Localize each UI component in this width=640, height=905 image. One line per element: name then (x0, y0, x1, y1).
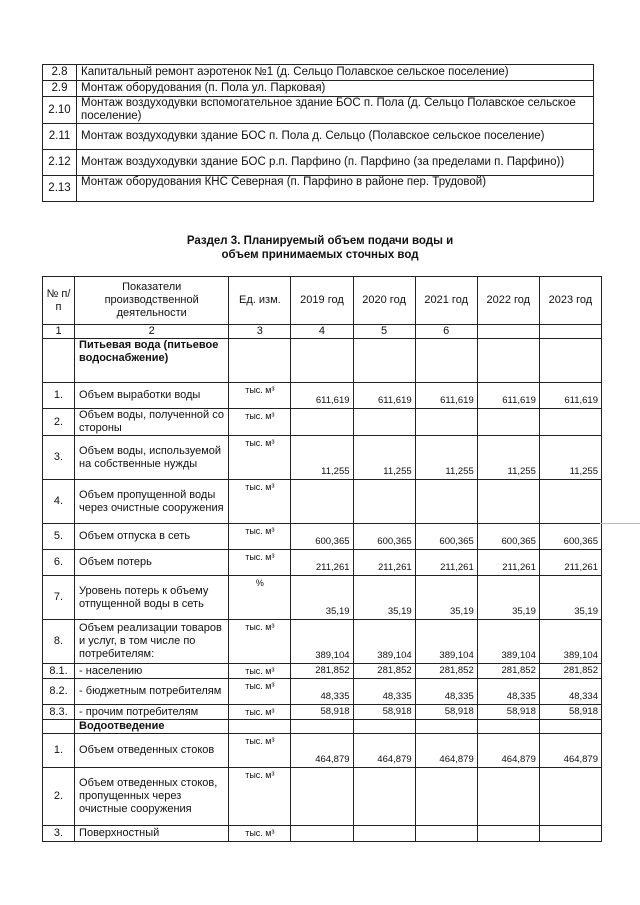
row-value (415, 480, 477, 524)
row-value: 11,255 (415, 436, 477, 480)
row-value: 600,365 (291, 524, 353, 550)
row-value: 211,261 (477, 550, 539, 576)
table-row (43, 664, 602, 679)
row-text: Монтаж оборудования (п. Пола ул. Парковая) (77, 81, 594, 97)
row-indicator: Объем отведенных стоков (75, 734, 229, 768)
works-table (42, 64, 594, 202)
row-indicator: Объем воды, полученной со стороны (75, 409, 229, 436)
row-value: 600,365 (353, 524, 415, 550)
row-value: 464,879 (477, 734, 539, 768)
row-value (353, 409, 415, 436)
indicators-table-body (43, 277, 602, 842)
header-row (43, 277, 602, 325)
row-value: 600,365 (539, 524, 601, 550)
table-row (43, 550, 602, 576)
row-value: 35,19 (353, 576, 415, 620)
table-row (43, 124, 594, 150)
row-unit: тыс. м³ (229, 524, 291, 550)
row-value (477, 480, 539, 524)
row-indicator: Объем реализации товаров и услуг, в том числе по потребителям: (75, 620, 229, 664)
row-value: 11,255 (353, 436, 415, 480)
row-unit: тыс. м³ (229, 734, 291, 768)
column-number-row (43, 325, 602, 339)
row-number: 5. (43, 524, 75, 550)
header-num: № п/п (43, 277, 75, 325)
water-section-title: Питьевая вода (питьевое водоснабжение) (75, 339, 229, 383)
row-value (415, 768, 477, 826)
row-value: 389,104 (291, 620, 353, 664)
row-value: 611,619 (353, 383, 415, 409)
row-indicator: - прочим потребителям (75, 705, 229, 720)
col-number: 4 (291, 325, 353, 339)
row-value: 48,335 (477, 679, 539, 705)
row-number: 2.10 (43, 97, 77, 124)
row-value: 281,852 (477, 664, 539, 679)
row-value: 48,334 (539, 679, 601, 705)
row-indicator: Объем воды, используемой на собственные нужды (75, 436, 229, 480)
row-number: 8.1. (43, 664, 75, 679)
header-year: 2020 год (353, 277, 415, 325)
row-value: 600,365 (477, 524, 539, 550)
row-value: 389,104 (415, 620, 477, 664)
row-value (539, 409, 601, 436)
water-section-row (43, 339, 602, 383)
row-unit: тыс. м³ (229, 664, 291, 679)
row-indicator: Объем потерь (75, 550, 229, 576)
row-number: 8. (43, 620, 75, 664)
row-unit: тыс. м³ (229, 436, 291, 480)
row-value: 464,879 (415, 734, 477, 768)
row-value: 464,879 (353, 734, 415, 768)
row-value: 389,104 (539, 620, 601, 664)
row-indicator: Объем пропущенной воды через очистные сооружения (75, 480, 229, 524)
row-unit: тыс. м³ (229, 768, 291, 826)
row-number: 1. (43, 383, 75, 409)
header-year: 2019 год (291, 277, 353, 325)
row-value: 58,918 (539, 705, 601, 720)
row-value: 211,261 (291, 550, 353, 576)
table-row (43, 480, 602, 524)
col-number: 5 (353, 325, 415, 339)
row-indicator: Объем выработки воды (75, 383, 229, 409)
row-unit: тыс. м³ (229, 550, 291, 576)
table-row (43, 734, 602, 768)
row-unit: тыс. м³ (229, 480, 291, 524)
col-number: 6 (415, 325, 477, 339)
row-unit: тыс. м³ (229, 705, 291, 720)
row-value: 281,852 (539, 664, 601, 679)
row-number: 2.12 (43, 150, 77, 176)
header-year: 2022 год (477, 277, 539, 325)
row-number: 4. (43, 480, 75, 524)
row-value: 281,852 (353, 664, 415, 679)
table-row (43, 705, 602, 720)
row-value: 611,619 (539, 383, 601, 409)
col-number: 2 (75, 325, 229, 339)
row-value: 211,261 (415, 550, 477, 576)
row-value: 389,104 (477, 620, 539, 664)
row-value: 11,255 (291, 436, 353, 480)
row-value: 600,365 (415, 524, 477, 550)
row-value (477, 826, 539, 842)
row-text: Монтаж воздуходувки вспомогательное здание БОС п. Пола (д. Сельцо Полавское сельское поселение) (77, 97, 594, 124)
section-title (0, 234, 640, 262)
header-indicator: Показатели производственной деятельности (75, 277, 229, 325)
row-number: 1. (43, 734, 75, 768)
row-value (539, 768, 601, 826)
table-row (43, 383, 602, 409)
row-number: 8.2. (43, 679, 75, 705)
table-row (43, 524, 602, 550)
row-value: 35,19 (415, 576, 477, 620)
row-text: Монтаж воздуходувки здание БОС п. Пола д. Сельцо (Полавское сельское поселение) (77, 124, 594, 150)
row-value (353, 826, 415, 842)
row-value (539, 480, 601, 524)
row-value: 48,335 (291, 679, 353, 705)
table-row (43, 826, 602, 842)
row-value: 464,879 (291, 734, 353, 768)
row-value: 35,19 (477, 576, 539, 620)
row-value (353, 480, 415, 524)
row-value: 611,619 (415, 383, 477, 409)
row-number: 2.11 (43, 124, 77, 150)
header-year: 2021 год (415, 277, 477, 325)
row-value (477, 409, 539, 436)
row-value: 58,918 (415, 705, 477, 720)
row-unit: % (229, 576, 291, 620)
row-number: 3. (43, 436, 75, 480)
row-number: 7. (43, 576, 75, 620)
row-value: 11,255 (477, 436, 539, 480)
section-title-line-1: Раздел 3. Планируемый объем подачи воды и (186, 235, 454, 247)
row-value: 611,619 (291, 383, 353, 409)
row-value: 389,104 (353, 620, 415, 664)
row-number: 2. (43, 409, 75, 436)
table-row (43, 436, 602, 480)
table-row (43, 65, 594, 81)
table-row (43, 768, 602, 826)
row-value: 58,918 (291, 705, 353, 720)
row-value: 35,19 (291, 576, 353, 620)
row-value: 48,335 (415, 679, 477, 705)
header-unit: Ед. изм. (229, 277, 291, 325)
row-text: Капитальный ремонт аэротенок №1 (д. Сельцо Полавское сельское поселение) (77, 65, 594, 81)
indicators-table (42, 276, 602, 842)
col-number: 1 (43, 325, 75, 339)
row-indicator: Объем отпуска в сеть (75, 524, 229, 550)
sewer-section-title: Водоотведение (75, 720, 229, 734)
row-number: 6. (43, 550, 75, 576)
row-indicator: Объем отведенных стоков, пропущенных через очистные сооружения (75, 768, 229, 826)
row-value (539, 826, 601, 842)
header-year: 2023 год (539, 277, 601, 325)
row-indicator: - бюджетным потребителям (75, 679, 229, 705)
row-text: Монтаж воздуходувки здание БОС р.п. Парфино (п. Парфино (за пределами п. Парфино)) (77, 150, 594, 176)
row-value (291, 409, 353, 436)
row-value: 58,918 (477, 705, 539, 720)
row-value: 211,261 (353, 550, 415, 576)
row-number: 2.13 (43, 176, 77, 202)
row-value: 281,852 (415, 664, 477, 679)
row-unit: тыс. м³ (229, 409, 291, 436)
scan-mark (600, 523, 640, 524)
table-row (43, 576, 602, 620)
row-unit: тыс. м³ (229, 620, 291, 664)
row-number: 2.9 (43, 81, 77, 97)
row-value: 58,918 (353, 705, 415, 720)
table-row (43, 620, 602, 664)
table-row (43, 679, 602, 705)
table-row (43, 176, 594, 202)
col-number: 3 (229, 325, 291, 339)
row-value: 211,261 (539, 550, 601, 576)
table-row (43, 409, 602, 436)
col-number (477, 325, 539, 339)
row-value: 611,619 (477, 383, 539, 409)
sewer-section-row (43, 720, 602, 734)
row-value (477, 768, 539, 826)
row-value (291, 826, 353, 842)
row-value (353, 768, 415, 826)
row-value: 48,335 (353, 679, 415, 705)
row-indicator: Поверхностный (75, 826, 229, 842)
row-value: 35,19 (539, 576, 601, 620)
table-row (43, 81, 594, 97)
table-row (43, 150, 594, 176)
row-unit: тыс. м³ (229, 826, 291, 842)
row-number: 2.8 (43, 65, 77, 81)
col-number (539, 325, 601, 339)
row-value: 281,852 (291, 664, 353, 679)
row-text: Монтаж оборудования КНС Северная (п. Парфино в районе пер. Трудовой) (77, 176, 594, 202)
row-value (291, 480, 353, 524)
row-value: 11,255 (539, 436, 601, 480)
row-value: 464,879 (539, 734, 601, 768)
section-title-line-2: объем принимаемых сточных вод (221, 249, 419, 261)
row-number: 2. (43, 768, 75, 826)
row-value (415, 826, 477, 842)
row-number: 8.3. (43, 705, 75, 720)
row-unit: тыс. м³ (229, 383, 291, 409)
row-indicator: Уровень потерь к объему отпущенной воды в сеть (75, 576, 229, 620)
row-value (291, 768, 353, 826)
row-indicator: - населению (75, 664, 229, 679)
table-row (43, 97, 594, 124)
row-value (415, 409, 477, 436)
row-unit: тыс. м³ (229, 679, 291, 705)
row-number: 3. (43, 826, 75, 842)
